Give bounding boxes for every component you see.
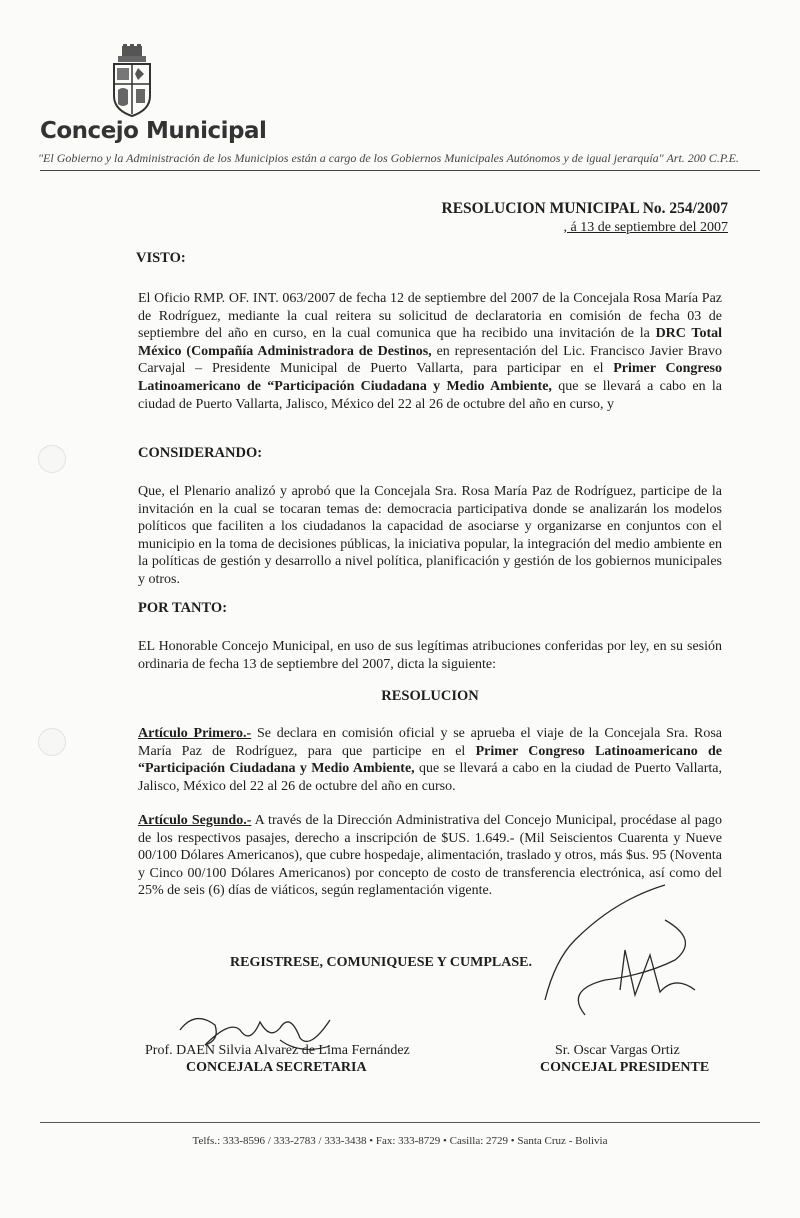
constitution-motto: "El Gobierno y la Administración de los Municipios están a cargo de los Gobiernos Municipales Autónomos y de igual jerarquía" Art. 200 C.P.E. (38, 151, 739, 165)
punch-hole-bottom (38, 728, 66, 756)
visto-heading: VISTO: (136, 250, 186, 266)
articulo-primero-text-1: Se declara en comisión oficial y se aprueba el viaje de la Concejala Sra. Rosa María Paz de Rodríguez, para que participe en el (138, 726, 722, 759)
header-divider (40, 170, 760, 171)
contact-footer: Telfs.: 333-8596 / 333-2783 / 333-3438 • Fax: 333-8729 • Casilla: 2729 • Santa Cruz - Bolivia (192, 1135, 608, 1147)
closing-statement: REGISTRESE, COMUNIQUESE Y CUMPLASE. (230, 955, 532, 970)
president-role: CONCEJAL PRESIDENTE (540, 1060, 710, 1075)
punch-hole-top (38, 445, 66, 473)
resolution-date: , á 13 de septiembre del 2007 (563, 220, 728, 235)
footer-divider (40, 1122, 760, 1123)
articulo-primero-congress: Primer Congreso Latinoamericano de “Participación Ciudadana y Medio Ambiente, (138, 743, 722, 777)
articulo-primero (138, 725, 722, 795)
visto-text-1: El Oficio RMP. OF. INT. 063/2007 de fecha 12 de septiembre del 2007 de la Concejala Rosa María Paz de Rodríguez, mediante la cual reitera su solicitud de declaratoria en comisión de fecha 03 de septiembre del año en curso, en la cual comunica que ha recibido una invitación de la (138, 291, 722, 342)
visto-company: DRC Total México (Compañía Administradora de Destinos, (138, 326, 722, 359)
visto-paragraph (138, 290, 722, 413)
por-tanto-heading: POR TANTO: (138, 600, 228, 616)
president-signature-drawing (525, 880, 725, 1020)
secretary-name: Prof. DAEN Silvia Alvarez de Lima Fernández (145, 1043, 410, 1058)
visto-text-2: en representación del Lic. Francisco Javier Bravo Carvajal – Presidente Municipal de Puerto Vallarta, para participar en el (138, 343, 722, 377)
secretary-role: CONCEJALA SECRETARIA (186, 1060, 367, 1075)
articulo-segundo-text: A través de la Dirección Administrativa del Concejo Municipal, procédase al pago de los respectivos pasajes, derecho a inscripción de $US. 1.649.- (Mil Seiscientos Cuarenta y Nueve 00/100 Dólares Americanos), que cubre hospedaje, alimentación, traslado y otros, más $us. 95 (Noventa y Cinco 00/100 Dólares Americanos) por concepto de costo de transferencia electrónica, así como del 25% de seis (6) días de viáticos, según reglamentación vigente. (138, 813, 722, 899)
resolucion-heading: RESOLUCION (381, 688, 479, 704)
considerando-paragraph: Que, el Plenario analizó y aprobó que la Concejala Sra. Rosa María Paz de Rodríguez, participe de la invitación en la cual se tocaran temas de: democracia participativa donde se analizarán los modelos políticos que faciliten a los ciudadanos la capacidad de asociarse y organizarse en conjuntos con el municipio en la toma de decisiones públicas, la iniciativa popular, la integración del medio ambiente en la políticas de gestión y desarrollo a nivel política, planificación y gestión de los gobiernos municipales y otros. (138, 484, 722, 587)
president-name: Sr. Oscar Vargas Ortiz (555, 1043, 680, 1058)
considerando-heading: CONSIDERANDO: (138, 445, 263, 461)
articulo-primero-text-2: que se llevará a cabo en la ciudad de Puerto Vallarta, Jalisco, México del 22 al 26 de octubre del año en curso. (138, 761, 722, 794)
organization-name: Concejo Municipal (40, 118, 267, 144)
articulo-primero-label: Artículo Primero.- (138, 726, 252, 741)
por-tanto-paragraph: EL Honorable Concejo Municipal, en uso de sus legítimas atribuciones conferidas por ley, en su sesión ordinaria de fecha 13 de septiembre del 2007, dicta la siguiente: (138, 639, 722, 672)
municipal-crest-logo (108, 44, 156, 118)
visto-congress: Primer Congreso Latinoamericano de “Participación Ciudadana y Medio Ambiente, (138, 361, 723, 394)
resolution-number: RESOLUCION MUNICIPAL No. 254/2007 (441, 200, 728, 217)
articulo-segundo-label: Artículo Segundo.- (138, 813, 252, 828)
visto-text-3: que se llevará a cabo en la ciudad de Puerto Vallarta, Jalisco, México del 22 al 26 de octubre del año en curso, y (138, 378, 722, 412)
